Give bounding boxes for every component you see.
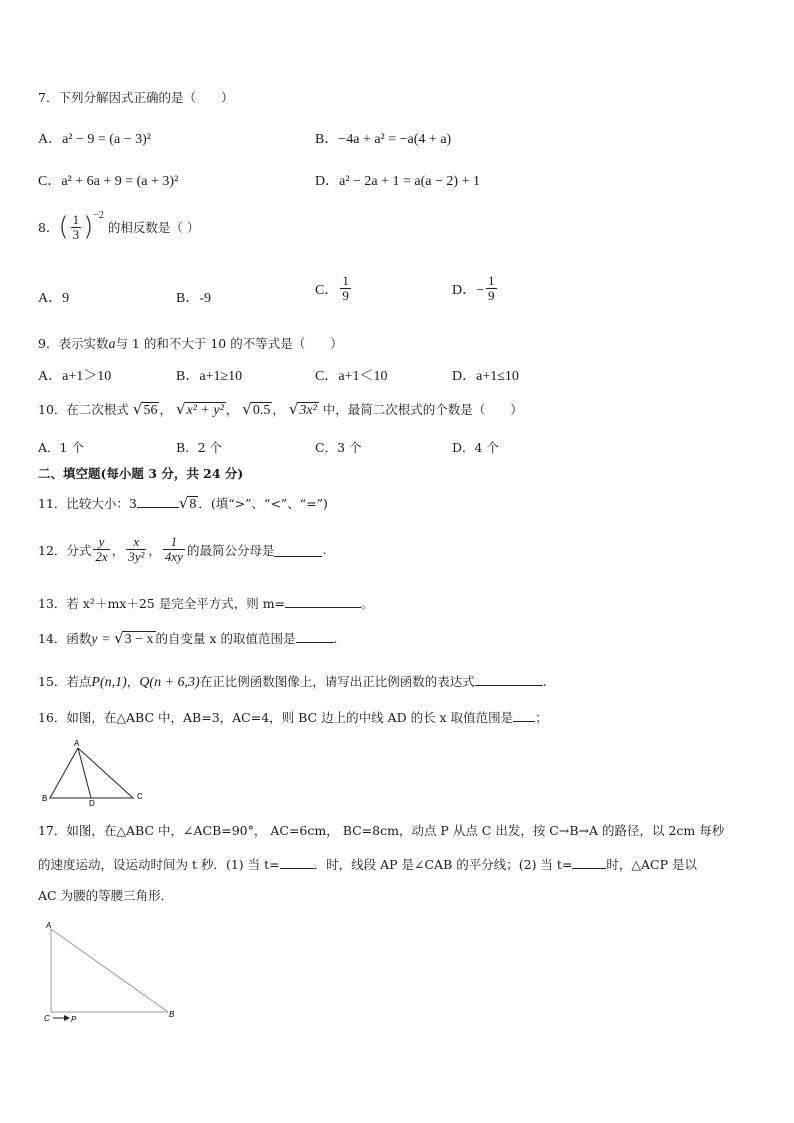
q8-c-label: C． [315, 282, 339, 298]
q8-number: 8． [38, 220, 59, 235]
sqrt-sign: √ [114, 629, 124, 647]
q12-f3-den: 4xy [164, 549, 183, 564]
q10-radical-1: 56 [143, 403, 158, 418]
q16-text: 16．如图，在△ABC 中，AB=3，AC=4，则 BC 边上的中线 AD 的长 x 取值范围是 [38, 710, 514, 725]
q14-radicand: 3 − x [124, 632, 154, 647]
q9-option-b: B．a+1≥10 [176, 369, 243, 384]
q15-pre: 15．若点 [38, 674, 92, 689]
answer-blank[interactable] [137, 494, 179, 508]
q14-post: 的自变量 x 的取值范围是 [155, 631, 296, 646]
q10-option-a: A．1 个 [38, 440, 84, 455]
q15-point-p: P(n,1) [91, 675, 127, 690]
q12-stem: 12．分式 $\frac{y}{2x}$ ， $\frac{x}{\text{3y²}}$ ， $\frac{1}{4xy}$ 的最简公分母是 . [38, 534, 327, 564]
left-paren: ( [58, 212, 69, 242]
q10-option-c: C．3 个 [315, 440, 362, 455]
q15-point-q: Q(n + 6,3) [139, 675, 200, 690]
q17-line-3: AC 为腰的等腰三角形． [38, 888, 174, 903]
q10-pre: 10．在二次根式 [38, 402, 129, 417]
q8-d-num: 1 [488, 273, 495, 288]
q9-stem-pre: 9．表示实数 [38, 336, 109, 351]
figure-16-triangle [38, 738, 158, 808]
side-ab [51, 929, 168, 1012]
q8-c-num: 1 [342, 273, 349, 288]
sqrt-sign: √ [175, 400, 186, 418]
q12-f1-den: 2x [95, 549, 108, 564]
q13-end: 。 [361, 596, 374, 611]
label-p: P [71, 1015, 77, 1024]
answer-blank[interactable] [285, 594, 361, 608]
q10-stem: 10．在二次根式 √56 ， √x² + y² ， √0.5 ， √3x² 中，最简二次根式的个数是（ ） [38, 400, 523, 418]
q8-option-b: B．-9 [176, 291, 211, 306]
q13-pre: 13．若 x²＋mx＋25 是完全平方式，则 m= [38, 596, 286, 611]
q8-fraction [71, 213, 82, 242]
q12-fraction-3 [163, 535, 185, 564]
q9-option-a: A．a+1＞10 [38, 369, 112, 384]
q12-post: 的最简公分母是 [186, 542, 275, 558]
q8-c-fraction [340, 274, 351, 303]
q11-stem [38, 494, 328, 513]
q17-line2-pre: 的速度运动，设运动时间为 t 秒．(1) 当 t= [38, 857, 280, 872]
q8-d-label: D．− [452, 282, 485, 298]
median-ad [78, 748, 91, 798]
q12-f2-den: 3y² [128, 549, 145, 564]
q10-radical-2: x² + y² [186, 403, 224, 418]
q11-post: ．(填“>”、“<”、“=”) [198, 496, 328, 511]
q14-pre: 14．函数 [38, 631, 92, 646]
right-paren: ) [83, 212, 94, 242]
figure-17-right-triangle [38, 915, 188, 1027]
q10-option-b: B．2 个 [176, 440, 223, 455]
q8-tail: 的相反数是（ ） [107, 220, 200, 235]
sqrt-sign: √ [242, 400, 252, 418]
q10-radical-3: 0.5 [252, 403, 271, 418]
q15-stem: 15．若点P(n,1)，Q(n + 6,3)在正比例函数图像上，请写出正比例函数的表达式 . [38, 674, 547, 690]
q9-option-c: C．a+1＜10 [315, 369, 388, 384]
q9-stem [38, 334, 343, 353]
answer-blank[interactable] [475, 672, 543, 686]
q9-option-d: D．a+1≤10 [452, 369, 519, 384]
answer-blank[interactable] [274, 543, 322, 557]
label-d: D [89, 799, 95, 808]
q12-end: . [322, 542, 327, 557]
q17-line2-mid: ．时，线段 AP 是∠CAB 的平分线；(2) 当 t= [313, 857, 573, 872]
q8-d-den: 9 [488, 288, 495, 303]
sqrt-sign: √ [288, 400, 299, 418]
q12-pre: 12．分式 [38, 542, 92, 558]
section-heading: 二、填空题(每小题 3 分，共 24 分) [38, 466, 244, 481]
answer-blank[interactable] [296, 629, 334, 643]
answer-blank[interactable] [280, 855, 314, 869]
label-a: A [46, 921, 52, 930]
q15-post: 在正比例函数图像上，请写出正比例函数的表达式 [199, 674, 475, 689]
answer-blank[interactable] [513, 708, 535, 722]
q17-line-1: 17．如图，在△ABC 中，∠ACB=90°， AC=6cm， BC=8cm，动点 P 从点 C 出发，按 C→B→A 的路径，以 2cm 每秒 [38, 823, 725, 838]
q8-option-c [315, 274, 353, 303]
q8-stem [38, 212, 199, 242]
q12-f1-num: y [98, 534, 105, 549]
sqrt-sign: √ [178, 494, 189, 512]
q11-pre: 11．比较大小：3 [38, 496, 137, 511]
q8-c-den: 9 [342, 288, 349, 303]
q15-end: . [542, 674, 547, 689]
q17-line-2 [38, 855, 697, 873]
q8-option-d [452, 274, 499, 303]
q10-radical-4: 3x² [299, 403, 317, 418]
q12-fraction-1 [93, 535, 109, 564]
q8-exponent: −2 [93, 210, 104, 221]
q14-end: . [333, 631, 338, 646]
label-c: C [137, 792, 143, 801]
triangle-abc [50, 748, 133, 798]
label-b: B [169, 1010, 175, 1019]
q11-radicand: 8 [189, 497, 197, 512]
q7-option-b: B．−4a + a² = −a(4 + a) [315, 132, 452, 147]
answer-blank[interactable] [572, 855, 606, 869]
q14-func: y = [91, 632, 115, 647]
q7-option-a: A．a² − 9 = (a − 3)² [38, 132, 151, 147]
q7-option-d: D．a² − 2a + 1 = a(a − 2) + 1 [315, 174, 480, 189]
q10-post: 中，最简二次根式的个数是（ ） [322, 402, 523, 417]
q7-option-c: C．a² + 6a + 9 = (a + 3)² [38, 174, 179, 189]
q12-f2-num: x [133, 534, 140, 549]
label-a: A [74, 739, 80, 748]
q16-end: ； [535, 710, 548, 725]
q8-frac-den: 3 [72, 226, 80, 242]
q8-option-a: A．9 [38, 291, 70, 306]
label-c: C [44, 1014, 50, 1023]
q9-var: a [108, 337, 116, 352]
sqrt-sign: √ [132, 400, 143, 418]
q8-frac-num: 1 [72, 211, 80, 227]
q9-stem-post: 与 1 的和不大于 10 的不等式是（ ） [115, 336, 343, 351]
q12-f3-num: 1 [170, 534, 178, 549]
q7-stem: 7．下列分解因式正确的是（ ） [38, 90, 234, 105]
q14-stem [38, 629, 338, 648]
q16-stem [38, 708, 548, 726]
q8-d-fraction [486, 274, 497, 303]
label-b: B [42, 794, 48, 803]
q12-fraction-2 [126, 535, 146, 564]
q17-line2-post: 时，△ACP 是以 [606, 857, 697, 872]
q13-stem [38, 594, 374, 612]
q10-option-d: D．4 个 [452, 440, 499, 455]
